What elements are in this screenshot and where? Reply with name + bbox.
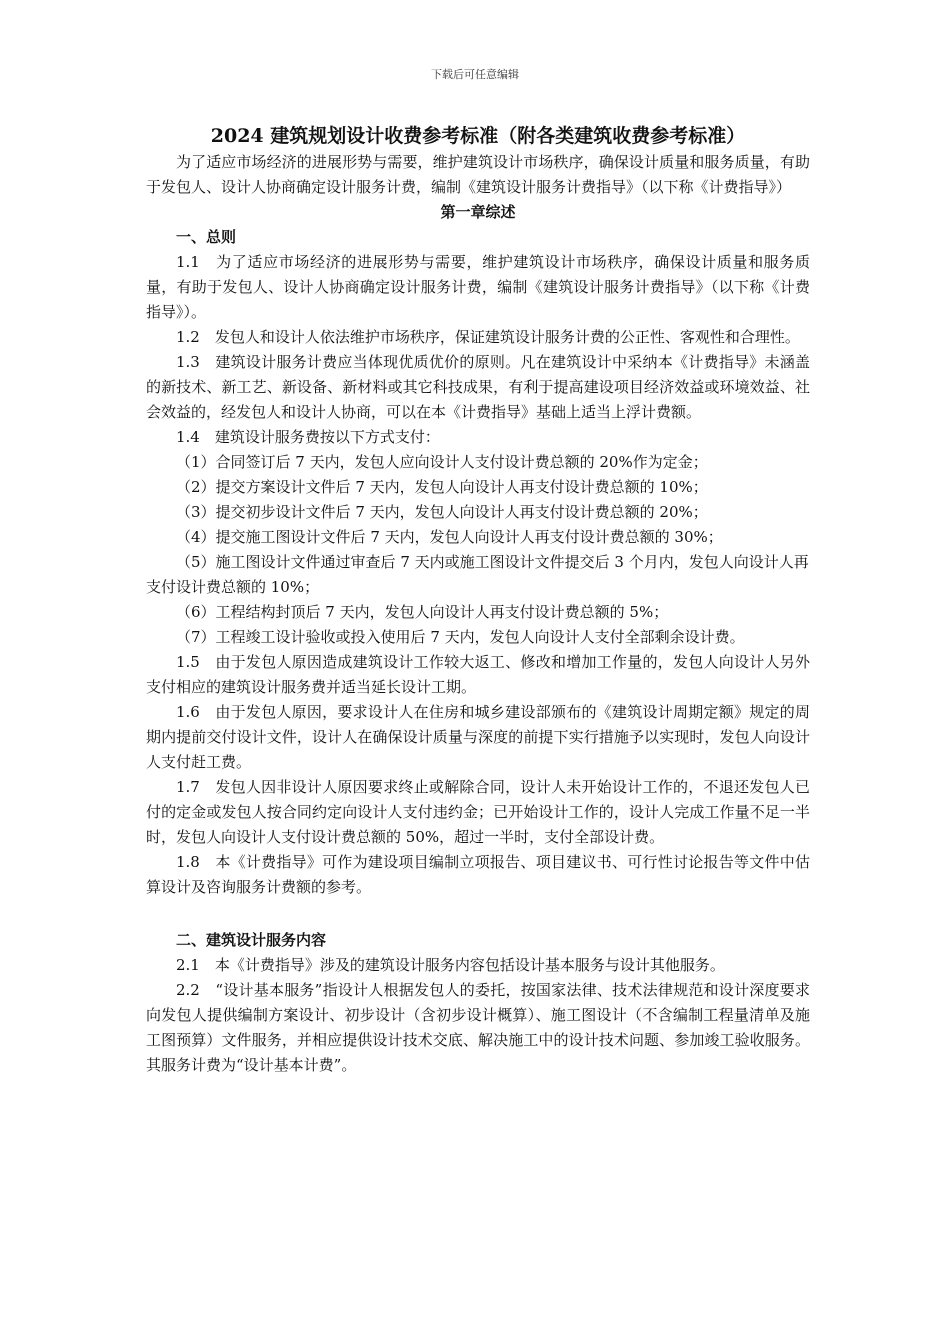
- clause-1-2: 1.2 发包人和设计人依法维护市场秩序，保证建筑设计服务计费的公正性、客观性和合理性。: [176, 328, 800, 346]
- clause-1-6: 1.6 由于发包人原因，要求设计人在住房和城乡建设部颁布的《建筑设计周期定额》规定的周期内提前交付设计文件，设计人在确保设计质量与深度的前提下实行措施予以实现时，发包人向设计人支付赶工费。: [146, 703, 810, 771]
- payment-item-1: （1）合同签订后 7 天内，发包人应向设计人支付设计费总额的 20%作为定金；: [176, 453, 708, 471]
- clause-1-3: 1.3 建筑设计服务计费应当体现优质优价的原则。凡在建筑设计中采纳本《计费指导》未涵盖的新技术、新工艺、新设备、新材料或其它科技成果，有利于提高建设项目经济效益或环境效益、社会效益的，经发包人和设计人协商，可以在本《计费指导》基础上适当上浮计费额。: [146, 353, 810, 421]
- clause-1-7: 1.7 发包人因非设计人原因要求终止或解除合同，设计人未开始设计工作的，不退还发包人已付的定金或发包人按合同约定向设计人支付违约金；已开始设计工作的，设计人完成工作量不足一半时，发包人向设计人支付设计费总额的 50%，超过一半时，支付全部设计费。: [146, 778, 810, 846]
- chapter-heading: 第一章综述: [440, 203, 516, 221]
- payment-item-4: （4）提交施工图设计文件后 7 天内，发包人向设计人再支付设计费总额的 30%；: [176, 528, 723, 546]
- intro-paragraph: 为了适应市场经济的进展形势与需要，维护建筑设计市场秩序，确保设计质量和服务质量，有助于发包人、设计人协商确定设计服务计费，编制《建筑设计服务计费指导》（以下称《计费指导》）: [146, 153, 810, 196]
- section-spacer: [146, 900, 810, 928]
- document-title: 2024 建筑规划设计收费参考标准（附各类建筑收费参考标准）: [210, 125, 746, 147]
- section-heading-general: 一、总则: [176, 228, 237, 246]
- payment-item-6: （6）工程结构封顶后 7 天内，发包人向设计人再支付设计费总额的 5%；: [176, 603, 669, 621]
- clause-1-1: 1.1 为了适应市场经济的进展形势与需要，维护建筑设计市场秩序，确保设计质量和服务质量，有助于发包人、设计人协商确定设计服务计费，编制《建筑设计服务计费指导》（以下称《计费指导》）。: [146, 253, 810, 321]
- document-body: [146, 122, 810, 1078]
- payment-item-7: （7）工程竣工设计验收或投入使用后 7 天内，发包人向设计人支付全部剩余设计费。: [176, 628, 745, 646]
- clause-1-4: 1.4 建筑设计服务费按以下方式支付：: [176, 428, 440, 446]
- payment-item-2: （2）提交方案设计文件后 7 天内，发包人向设计人再支付设计费总额的 10%；: [176, 478, 708, 496]
- clause-2-1: 2.1 本《计费指导》涉及的建筑设计服务内容包括设计基本服务与设计其他服务。: [176, 956, 725, 974]
- payment-item-3: （3）提交初步设计文件后 7 天内，发包人向设计人再支付设计费总额的 20%；: [176, 503, 708, 521]
- clause-1-8: 1.8 本《计费指导》可作为建设项目编制立项报告、项目建议书、可行性讨论报告等文件中估算设计及咨询服务计费额的参考。: [146, 853, 810, 896]
- clause-2-2: 2.2 “设计基本服务”指设计人根据发包人的委托，按国家法律、技术法律规范和设计深度要求向发包人提供编制方案设计、初步设计（含初步设计概算）、施工图设计（不含编制工程量清单及施工图预算）文件服务，并相应提供设计技术交底、解决施工中的设计技术问题、参加竣工验收服务。其服务计费为“设计基本计费”。: [146, 981, 810, 1074]
- clause-1-5: 1.5 由于发包人原因造成建筑设计工作较大返工、修改和增加工作量的，发包人向设计人另外支付相应的建筑设计服务费并适当延长设计工期。: [146, 653, 810, 696]
- header-note: 下载后可任意编辑: [431, 68, 519, 81]
- payment-item-5: （5）施工图设计文件通过审查后 7 天内或施工图设计文件提交后 3 个月内，发包人向设计人再支付设计费总额的 10%；: [146, 553, 809, 596]
- section-heading-services: 二、建筑设计服务内容: [176, 931, 327, 949]
